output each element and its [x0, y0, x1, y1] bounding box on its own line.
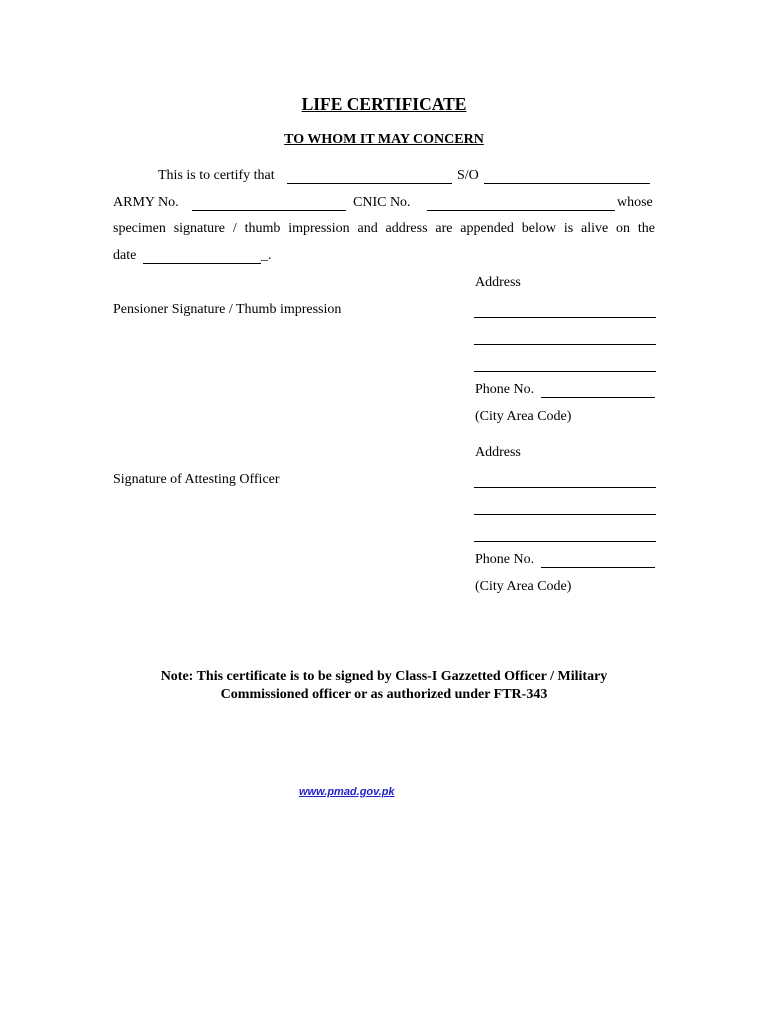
- father-name-blank[interactable]: [484, 183, 650, 184]
- pensioner-address-label: Address: [475, 275, 521, 290]
- pensioner-address-line-1[interactable]: [474, 317, 656, 318]
- date-suffix: _.: [261, 248, 272, 263]
- cnic-blank[interactable]: [427, 210, 615, 211]
- date-blank[interactable]: [143, 263, 261, 264]
- army-no-blank[interactable]: [192, 210, 346, 211]
- so-label: S/O: [457, 168, 479, 183]
- certify-text: This is to certify that: [158, 168, 275, 183]
- document-subtitle: TO WHOM IT MAY CONCERN: [284, 132, 484, 147]
- officer-address-line-3[interactable]: [474, 541, 656, 542]
- website-link[interactable]: www.pmad.gov.pk: [299, 786, 395, 798]
- pensioner-address-line-3[interactable]: [474, 371, 656, 372]
- officer-address-label: Address: [475, 445, 521, 460]
- pensioner-phone-label: Phone No.: [475, 382, 535, 397]
- officer-address-line-2[interactable]: [474, 514, 656, 515]
- cnic-label: CNIC No.: [353, 195, 411, 210]
- pensioner-signature-label: Pensioner Signature / Thumb impression: [113, 302, 342, 317]
- pensioner-phone-blank[interactable]: [541, 397, 655, 398]
- officer-phone-blank[interactable]: [541, 567, 655, 568]
- officer-signature-label: Signature of Attesting Officer: [113, 472, 280, 487]
- specimen-text: specimen signature / thumb impression and address are appended below is alive on the: [113, 221, 655, 236]
- website-container: [299, 784, 395, 800]
- army-no-label: ARMY No.: [113, 195, 179, 210]
- name-blank[interactable]: [287, 183, 452, 184]
- note-line-2: Commissioned officer or as authorized under FTR-343: [220, 687, 548, 702]
- date-label: date: [113, 248, 137, 263]
- document-title: LIFE CERTIFICATE: [301, 94, 467, 114]
- note-block: [0, 668, 768, 704]
- officer-address-line-1[interactable]: [474, 487, 656, 488]
- pensioner-city-code-label: (City Area Code): [475, 409, 572, 424]
- officer-city-code-label: (City Area Code): [475, 579, 572, 594]
- officer-phone-label: Phone No.: [475, 552, 535, 567]
- pensioner-address-line-2[interactable]: [474, 344, 656, 345]
- note-line-1: Note: This certificate is to be signed by Class-I Gazzetted Officer / Military: [160, 669, 608, 684]
- whose-text: whose: [617, 195, 653, 210]
